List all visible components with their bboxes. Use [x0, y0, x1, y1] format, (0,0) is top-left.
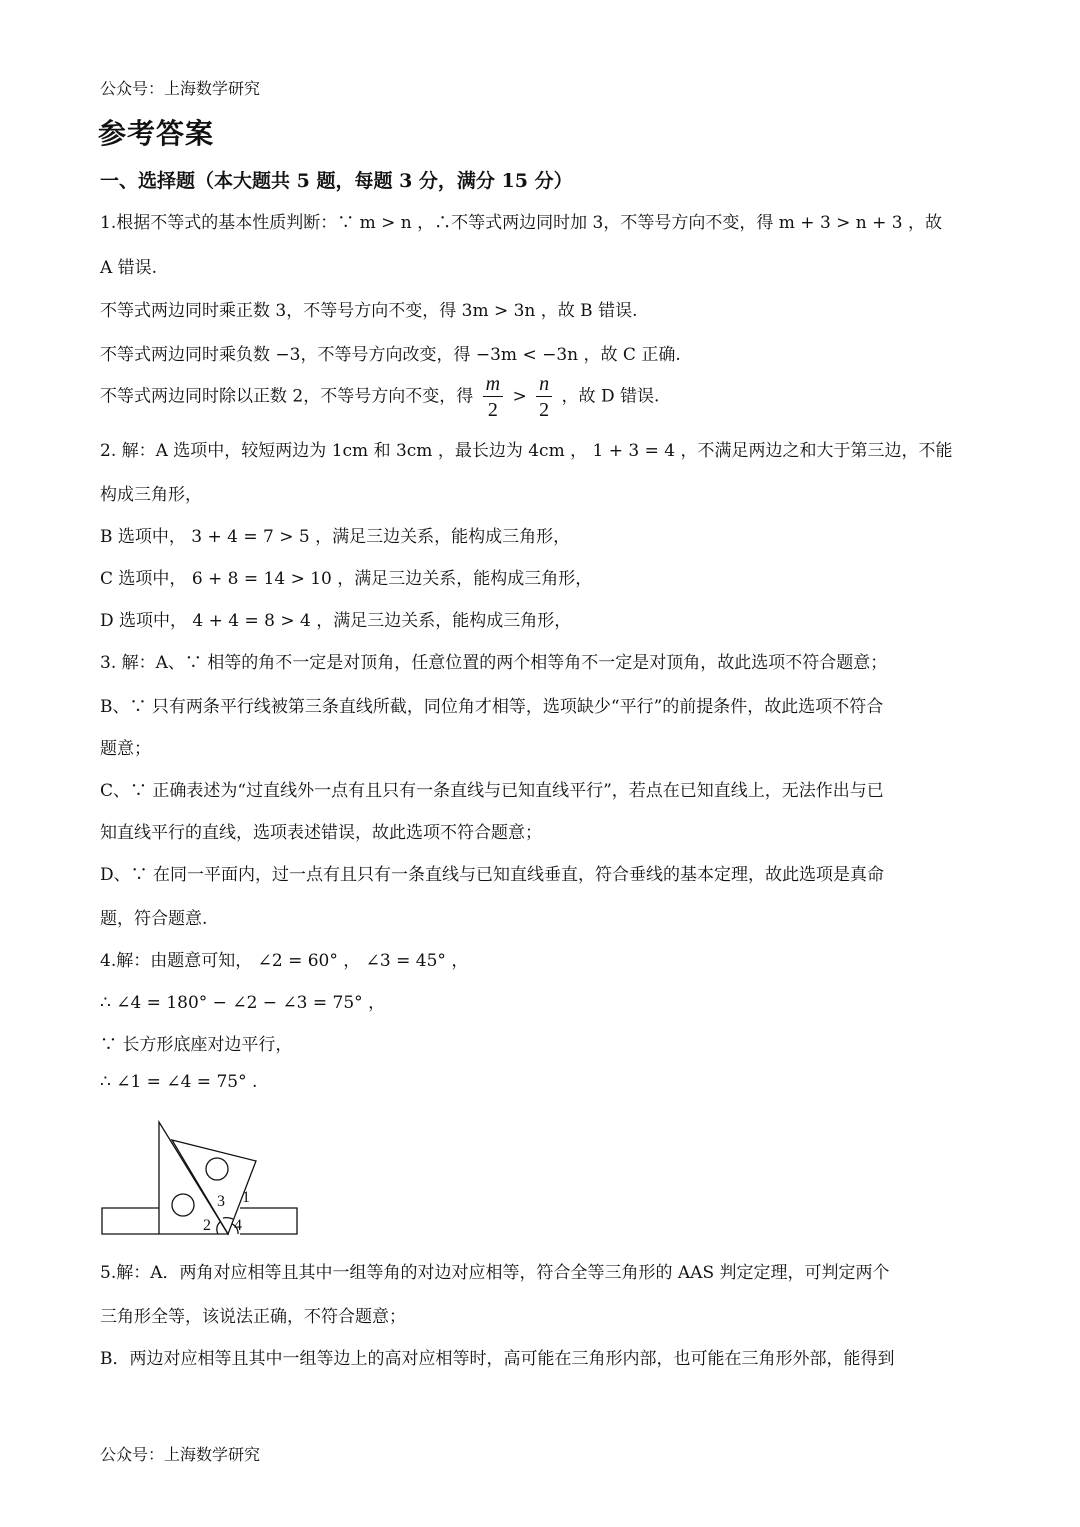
greater-than-sign: >: [512, 386, 527, 407]
page-title: 参考答案: [98, 117, 215, 150]
angle-label-4: 4: [234, 1217, 242, 1234]
q2-line-5: D 选项中， 4 + 4 = 8 > 4 ，满足三边关系，能构成三角形，: [100, 611, 572, 631]
fraction-m-over-2: [483, 374, 503, 420]
angle-arc-2: [217, 1222, 220, 1234]
q5-line-3: B．两边对应相等且其中一组等边上的高对应相等时，高可能在三角形内部，也可能在三角形外部，能得到: [100, 1349, 895, 1369]
q2-line-1: 2. 解：A 选项中，较短两边为 1cm 和 3cm ，最长边为 4cm ， 1 + 3 = 4 ，不满足两边之和大于第三边，不能: [100, 441, 953, 461]
q4-line-2: ∴ ∠4 = 180° − ∠2 − ∠3 = 75° ，: [100, 993, 386, 1013]
base-rectangle-right: [240, 1208, 297, 1234]
q4-line-4: ∴ ∠1 = ∠4 = 75° .: [100, 1072, 258, 1092]
page-header: 公众号：上海数学研究: [100, 79, 261, 98]
fraction-n-over-2: [536, 374, 552, 420]
fraction-numerator: m: [483, 374, 503, 397]
q3-line-4: C、∵ 正确表述为“过直线外一点有且只有一条直线与已知直线平行”，若点在已知直线上，无法作出与已: [100, 781, 884, 801]
q1-line-5-text: 不等式两边同时除以正数 2，不等号方向不变，得: [100, 386, 474, 407]
geometry-figure: [100, 1118, 300, 1238]
page-footer: 公众号：上海数学研究: [100, 1445, 261, 1464]
q1-line-5: [100, 374, 659, 420]
q4-line-1: 4.解：由题意可知， ∠2 = 60° ， ∠3 = 45° ，: [100, 951, 469, 971]
triangle-ruler-tilted: [172, 1140, 256, 1234]
q3-line-1: 3. 解：A、∵ 相等的角不一定是对顶角，任意位置的两个相等角不一定是对顶角，故此选项不符合题意；: [100, 653, 888, 673]
angle-arc-3: [223, 1218, 233, 1219]
angle-label-2: 2: [203, 1217, 211, 1234]
q1-line-2: A 错误.: [100, 258, 158, 278]
q2-line-4: C 选项中， 6 + 8 = 14 > 10 ，满足三边关系，能构成三角形，: [100, 569, 593, 589]
q1-line-5-end: ，故 D 错误.: [561, 386, 660, 407]
section-heading: 一、选择题（本大题共 5 题，每题 3 分，满分 15 分）: [100, 170, 573, 192]
q5-line-2: 三角形全等，该说法正确，不符合题意；: [100, 1307, 406, 1327]
fraction-denominator: 2: [487, 399, 498, 421]
ruler-hole-right: [206, 1158, 228, 1180]
q5-line-1: 5.解：A．两角对应相等且其中一组等角的对边对应相等，符合全等三角形的 AAS 判定定理，可判定两个: [100, 1263, 890, 1283]
q3-line-7: 题，符合题意.: [100, 909, 208, 929]
q1-line-4: 不等式两边同时乘负数 −3，不等号方向改变，得 −3m < −3n ，故 C 正确.: [100, 345, 681, 365]
angle-label-1: 1: [242, 1189, 250, 1206]
q3-line-6: D、∵ 在同一平面内，过一点有且只有一条直线与已知直线垂直，符合垂线的基本定理，故此选项是真命: [100, 865, 885, 885]
q3-line-5: 知直线平行的直线，选项表述错误，故此选项不符合题意；: [100, 823, 542, 843]
fraction-numerator: n: [536, 374, 552, 397]
ruler-hole-left: [172, 1194, 194, 1216]
angle-label-3: 3: [217, 1193, 225, 1210]
q1-line-3: 不等式两边同时乘正数 3，不等号方向不变，得 3m > 3n ，故 B 错误.: [100, 301, 638, 321]
q2-line-2: 构成三角形，: [100, 485, 202, 505]
base-rectangle-left: [102, 1208, 159, 1234]
q3-line-3: 题意；: [100, 739, 151, 759]
q2-line-3: B 选项中， 3 + 4 = 7 > 5 ，满足三边关系，能构成三角形，: [100, 527, 571, 547]
q4-line-3: ∵ 长方形底座对边平行，: [100, 1035, 293, 1055]
fraction-denominator: 2: [539, 399, 550, 421]
q3-line-2: B、∵ 只有两条平行线被第三条直线所截，同位角才相等，选项缺少“平行”的前提条件，故此选项不符合: [100, 697, 884, 717]
q1-line-1: 1.根据不等式的基本性质判断：∵ m > n ，∴不等式两边同时加 3，不等号方向不变，得 m + 3 > n + 3 ，故: [100, 213, 943, 233]
